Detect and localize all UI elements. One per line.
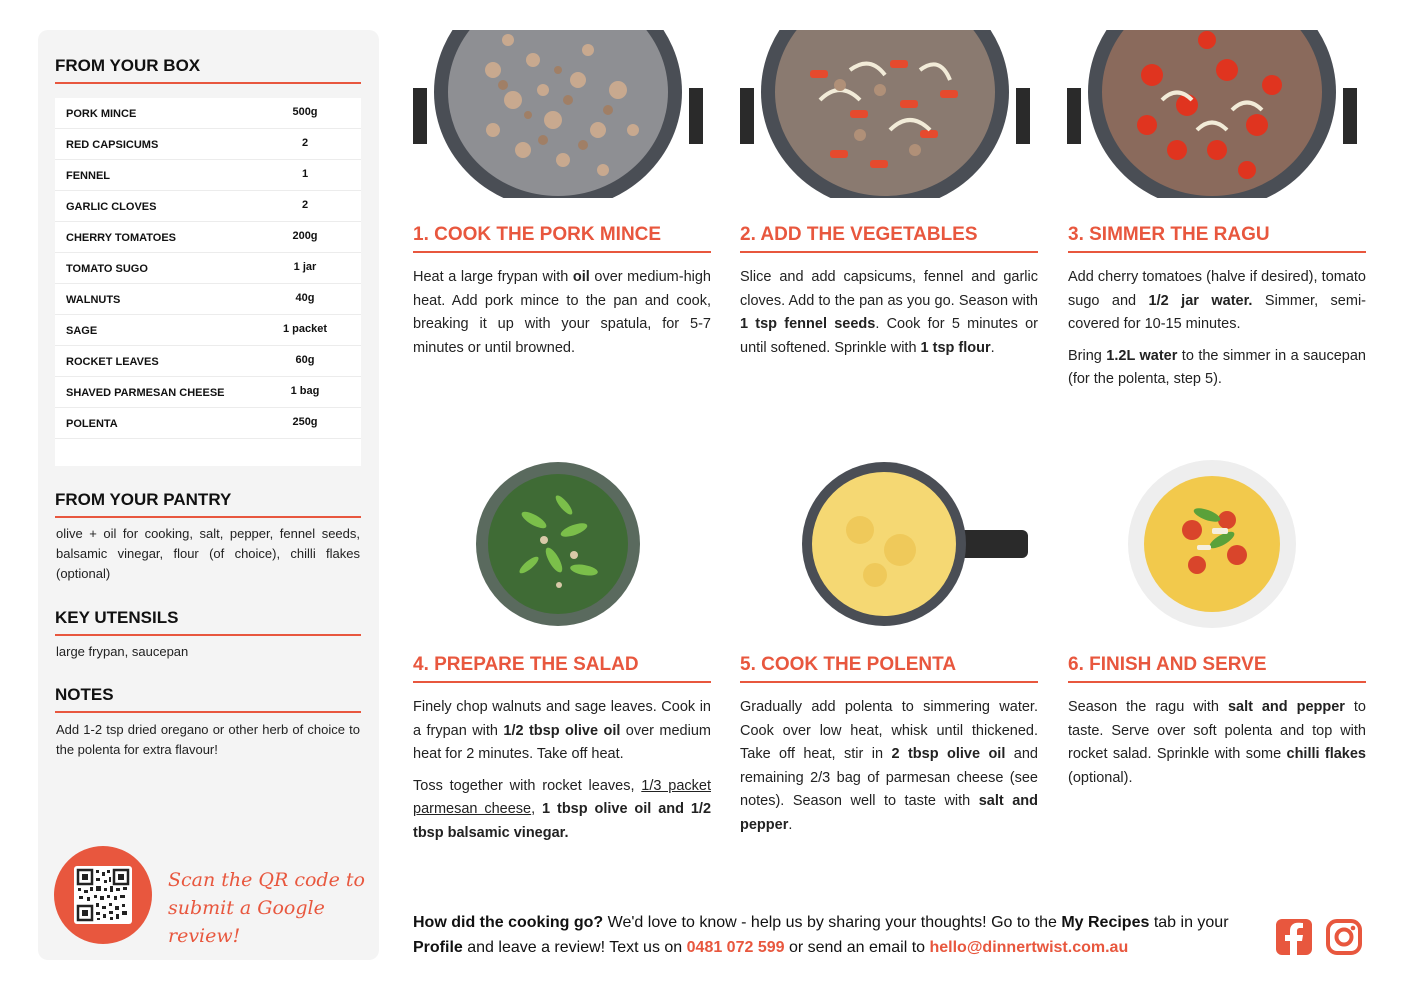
polenta-pot-image (800, 460, 1030, 628)
qr-caption-line2: submit a Google review! (168, 897, 325, 947)
ingredient-qty: 1 bag (290, 385, 320, 397)
step-3-text: Add cherry tomatoes (halve if desired), tomato sugo and (1068, 269, 1366, 309)
step-3-text: to the simmer in a saucepan (for the polenta, step 5). (1068, 347, 1366, 387)
step-5-bold: 2 tbsp olive oil (891, 746, 1006, 762)
step-3-text: Bring (1068, 347, 1107, 364)
footer-text: tab in your (1149, 914, 1229, 931)
ingredient-name: FENNEL (66, 170, 110, 182)
sidebar (38, 30, 379, 960)
ingredient-row (55, 284, 361, 315)
step-3-bold: 1/2 jar water. (1148, 292, 1253, 309)
step-2-bold: 1 tsp flour (920, 339, 991, 356)
ingredient-qty: 500g (292, 106, 318, 118)
step-2-text: Slice and add capsicums, fennel and garlic cloves. Add to the pan as you go. Season with (740, 269, 1038, 309)
step-1-title: 1. COOK THE PORK MINCE (413, 224, 711, 253)
ingredient-name: WALNUTS (66, 294, 121, 306)
ingredient-qty: 40g (295, 292, 315, 304)
pork-mince-pan-image (413, 30, 703, 198)
key-utensils-title: KEY UTENSILS (55, 608, 361, 636)
step-6-text: to taste. Serve over soft polenta and top with rocket salad. Sprinkle with some (1068, 699, 1366, 762)
ragu-pan-image (1067, 30, 1357, 198)
step-1-text: Heat a large frypan with (413, 269, 573, 285)
step-5-text: Gradually add polenta to simmering water. Cook over low heat, whisk until thickened. Take off heat, stir in (740, 699, 1038, 762)
footer-bold: How did the cooking go? (413, 914, 604, 931)
utensils-text: large frypan, saucepan (56, 644, 189, 659)
footer-text: or send an email to (784, 939, 930, 956)
salad-bowl-image (474, 460, 642, 628)
step-4-bold: 1 tbsp olive oil and 1/2 tbsp balsamic vinegar. (413, 801, 712, 841)
ingredient-name: SAGE (66, 325, 98, 337)
step-4-text: , (531, 801, 543, 817)
qr-code[interactable] (74, 866, 132, 924)
ingredient-row (55, 253, 361, 284)
step-4-text: over medium heat for 2 minutes. Take off heat. (413, 722, 711, 762)
ingredient-row (55, 377, 361, 408)
step-3-body (1068, 266, 1366, 400)
step-3-title: 3. SIMMER THE RAGU (1068, 224, 1366, 253)
qr-badge (54, 846, 152, 944)
finished-dish-image (1127, 460, 1297, 628)
step-4-underlined: 1/3 packet parmesan cheese (413, 777, 711, 817)
step-6-text: (optional). (1068, 769, 1133, 786)
from-your-box-title: FROM YOUR BOX (55, 56, 361, 84)
ingredient-qty: 200g (292, 230, 318, 242)
ingredient-name: SHAVED PARMESAN CHEESE (66, 387, 225, 399)
step-6-text: Season the ragu with (1068, 699, 1228, 715)
step-5-title: 5. COOK THE POLENTA (740, 654, 1038, 683)
ingredient-qty: 2 (301, 199, 309, 211)
notes-text: Add 1-2 tsp dried oregano or other herb of choice to the polenta for extra flavour! (56, 722, 360, 757)
ingredient-qty: 2 (301, 137, 309, 149)
footer-text: and leave a review! Text us on (462, 939, 687, 956)
ingredient-qty: 1 (301, 168, 309, 180)
ingredient-name: TOMATO SUGO (66, 263, 148, 275)
step-2-title: 2. ADD THE VEGETABLES (740, 224, 1038, 253)
step-4-body (413, 696, 711, 853)
step-2-text: . (990, 339, 995, 356)
step-6-bold: chilli flakes (1286, 746, 1366, 762)
ingredient-name: ROCKET LEAVES (66, 356, 159, 368)
step-6-body (1068, 696, 1366, 798)
ingredient-name: PORK MINCE (66, 108, 137, 120)
ingredient-row (55, 129, 361, 160)
ingredient-qty: 60g (295, 354, 315, 366)
email-link[interactable]: hello@dinnertwist.com.au (929, 939, 1129, 956)
step-5-bold: salt and pepper (740, 793, 1038, 833)
pantry-text: olive + oil for cooking, salt, pepper, fennel seeds, balsamic vinegar, flour (of choice), chilli flakes (optional) (56, 526, 360, 581)
facebook-icon[interactable] (1275, 918, 1313, 956)
from-your-pantry-title: FROM YOUR PANTRY (55, 490, 361, 518)
step-1-body (413, 266, 711, 368)
step-3-bold: 1.2L water (1106, 347, 1178, 364)
step-4-title: 4. PREPARE THE SALAD (413, 654, 711, 683)
ingredient-qty: 1 jar (293, 261, 317, 273)
instagram-icon[interactable] (1325, 918, 1363, 956)
step-4-text: Finely chop walnuts and sage leaves. Cook in a frypan with (413, 699, 711, 739)
step-3-text: Simmer, semi-covered for 10-15 minutes. (1068, 292, 1366, 332)
qr-caption (168, 866, 368, 950)
ingredient-row (55, 160, 361, 191)
ingredient-row (55, 408, 361, 439)
qr-code-icon (74, 866, 132, 924)
ingredient-qty: 250g (292, 416, 318, 428)
step-1-bold: oil (572, 269, 590, 285)
footer-bold: My Recipes (1061, 914, 1150, 931)
footer-bold: Profile (413, 939, 463, 956)
ingredient-row (55, 98, 361, 129)
ingredients-table (55, 98, 361, 466)
ingredient-name: CHERRY TOMATOES (66, 232, 177, 244)
step-5-text: and remaining 2/3 bag of parmesan cheese (see notes). Season well to taste with (740, 746, 1038, 809)
vegetables-pan-image (740, 30, 1030, 198)
step-4-text: Toss together with rocket leaves, (413, 777, 642, 794)
step-5-text: . (788, 816, 793, 833)
phone-link[interactable]: 0481 072 599 (686, 939, 785, 956)
step-2-body (740, 266, 1038, 368)
feedback-footer (413, 910, 1273, 960)
ingredient-name: RED CAPSICUMS (66, 139, 159, 151)
step-5-body (740, 696, 1038, 845)
step-6-title: 6. FINISH AND SERVE (1068, 654, 1366, 683)
qr-caption-line1: Scan the QR code to (168, 869, 365, 891)
step-2-text: . Cook for 5 minutes or until softened. Sprinkle with (740, 316, 1039, 356)
footer-text: We'd love to know - help us by sharing your thoughts! Go to the (603, 914, 1062, 931)
ingredient-qty: 1 packet (282, 323, 328, 335)
ingredient-row (55, 191, 361, 222)
ingredient-name: GARLIC CLOVES (66, 201, 157, 213)
ingredient-row (55, 346, 361, 377)
step-6-bold: salt and pepper (1227, 699, 1345, 715)
step-4-bold: 1/2 tbsp olive oil (503, 722, 621, 739)
ingredient-row (55, 315, 361, 346)
step-1-text: over medium-high heat. Add pork mince to the pan and cook, breaking it up with your spatula, for 5-7 minutes or until browned. (413, 269, 711, 356)
step-2-bold: 1 tsp fennel seeds (740, 316, 876, 332)
ingredient-row (55, 222, 361, 253)
notes-title: NOTES (55, 685, 361, 713)
ingredient-name: POLENTA (66, 418, 118, 430)
